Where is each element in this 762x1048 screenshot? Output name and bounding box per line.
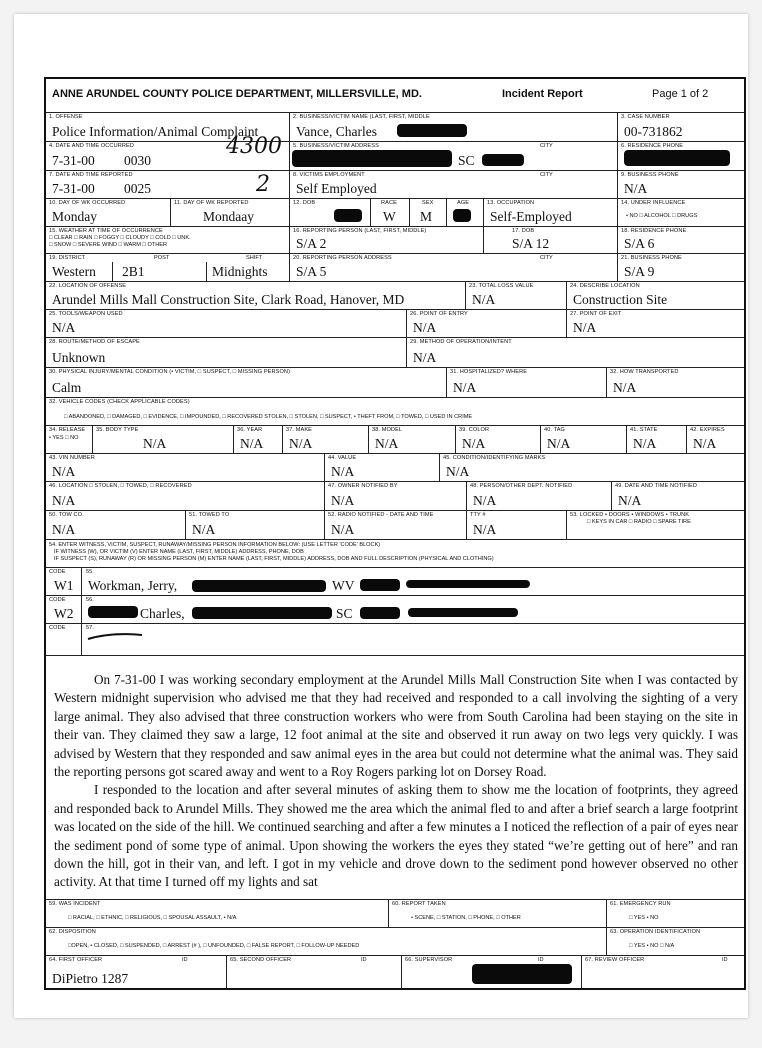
field-label: 39. COLOR <box>459 427 490 433</box>
model-value: N/A <box>375 436 399 451</box>
field-label: 50. TOW CO. <box>49 512 84 518</box>
field-route-escape <box>46 338 406 368</box>
condition-marks-value: N/A <box>446 464 470 479</box>
point-of-exit-value: N/A <box>573 320 597 335</box>
day-reported-value: Mondaay <box>203 209 254 224</box>
row-1 <box>46 112 744 142</box>
district-value: Western <box>52 264 96 279</box>
row-6 <box>46 253 744 282</box>
make-value: N/A <box>289 436 313 451</box>
field-residence-phone <box>617 142 744 171</box>
field-point-of-entry <box>406 310 566 338</box>
field-date-notified <box>611 482 744 511</box>
field-label: 60. REPORT TAKEN <box>392 901 446 907</box>
code-cell <box>46 596 82 624</box>
persons-instructions-1: 54. ENTER WITNESS, VICTIM, SUSPECT, RUNAWAY/MISSING PERSON INFORMATION BELOW: (USE LETTER 'CODE' BLOCK) <box>49 542 381 548</box>
field-race <box>370 199 409 227</box>
field-review-officer <box>581 956 744 989</box>
field-radio-notified <box>324 511 466 540</box>
case-number-value: 00-731862 <box>624 124 683 139</box>
expires-value: N/A <box>693 436 717 451</box>
reporting-address-value: S/A 5 <box>296 264 327 279</box>
page-number: Page 1 of 2 <box>652 88 709 100</box>
person-state: SC <box>336 606 353 621</box>
field-physical-condition <box>46 368 446 398</box>
person-name: Charles, <box>140 606 185 621</box>
field-label: TTY # <box>470 512 486 518</box>
id-label: ID <box>722 957 728 963</box>
value-value: N/A <box>331 464 355 479</box>
reporting-dob-value: S/A 12 <box>512 236 550 251</box>
field-label: 46. LOCATION □ STOLEN, □ TOWED, □ RECOVERED <box>49 483 192 489</box>
redaction-bar <box>192 580 326 592</box>
field-label: 42. EXPIRES <box>690 427 725 433</box>
row-15 <box>46 510 744 540</box>
field-was-incident <box>46 900 388 928</box>
field-label: 30. PHYSICAL INJURY/MENTAL CONDITION (• VICTIM, □ SUSPECT, □ MISSING PERSON) <box>49 369 291 375</box>
field-label: 10. DAY OF WK OCCURRED <box>49 200 126 206</box>
redaction-bar <box>482 154 524 166</box>
row-7 <box>46 281 744 310</box>
field-label: 26. POINT OF ENTRY <box>410 311 468 317</box>
disposition-options: □OPEN, • CLOSED, □ SUSPENDED, □ ARREST (# ), □ UNFOUNDED, □ FALSE REPORT, □ FOLLOW-UP NEEDED <box>68 943 360 949</box>
field-label: 22. LOCATION OF OFFENSE <box>49 283 127 289</box>
narrative <box>54 671 738 892</box>
code-label: CODE <box>49 597 66 603</box>
owner-notified-value: N/A <box>331 493 355 508</box>
reporting-person-value: S/A 2 <box>296 236 327 251</box>
first-officer-value: DiPietro 1287 <box>52 971 129 986</box>
point-of-entry-value: N/A <box>413 320 437 335</box>
form-header <box>46 79 744 112</box>
field-label: 63. OPERATION IDENTIFICATION <box>610 929 701 935</box>
field-under-influence <box>617 199 744 227</box>
post-label: POST <box>154 255 170 261</box>
radio-notified-value: N/A <box>331 522 355 537</box>
person-state: WV <box>332 578 355 593</box>
field-label: 48. PERSON/OTHER DEPT. NOTIFIED <box>470 483 573 489</box>
city-label: CITY <box>540 255 553 261</box>
field-label: 32. HOW TRANSPORTED <box>610 369 679 375</box>
time-reported-value: 0025 <box>124 181 151 196</box>
row-16 <box>46 539 744 568</box>
id-label: ID <box>182 957 188 963</box>
field-number: 57. <box>86 625 94 631</box>
field-first-officer <box>46 956 226 989</box>
field-label: 16. REPORTING PERSON (LAST, FIRST, MIDDLE) <box>293 228 427 234</box>
tow-co-value: N/A <box>52 522 76 537</box>
field-towed-to <box>185 511 324 540</box>
divider <box>112 262 113 282</box>
field-label: 40. TAG <box>544 427 566 433</box>
handwritten-note: 4300 <box>226 134 282 159</box>
employment-value: Self Employed <box>296 181 377 196</box>
influence-options: • NO □ ALCOHOL □ DRUGS <box>626 213 698 219</box>
redaction-bar <box>292 150 452 167</box>
field-label: 36. YEAR <box>237 427 263 433</box>
field-supervisor <box>401 956 581 989</box>
redaction-bar <box>624 150 730 166</box>
field-label: 34. RELEASE <box>49 427 86 433</box>
tag-value: N/A <box>547 436 571 451</box>
row-4 <box>46 198 744 227</box>
divider <box>206 262 207 282</box>
field-number: 55. <box>86 569 94 575</box>
person-notified-value: N/A <box>473 493 497 508</box>
location-value: Arundel Mills Mall Construction Site, Clark Road, Hanover, MD <box>52 292 405 307</box>
field-label: 17. DOB <box>512 228 535 234</box>
field-business-phone <box>617 171 744 199</box>
field-label: 3. CASE NUMBER <box>621 114 670 120</box>
total-loss-value: N/A <box>472 292 496 307</box>
person-row-3 <box>46 623 744 656</box>
field-hospitalized <box>446 368 606 398</box>
field-state <box>626 426 686 454</box>
person-row-2 <box>46 595 744 624</box>
state-value: N/A <box>633 436 657 451</box>
field-label: 2. BUSINESS/VICTIM NAME (LAST, FIRST, MIDDLE <box>293 114 430 120</box>
field-reporting-residence-phone <box>617 227 744 254</box>
field-report-taken <box>388 900 606 928</box>
field-label: 19. DISTRICT <box>49 255 86 261</box>
field-label: 4. DATE AND TIME OCCURRED <box>49 143 134 149</box>
id-label: ID <box>538 957 544 963</box>
field-label: 14. UNDER INFLUENCE <box>621 200 686 206</box>
towed-to-value: N/A <box>192 522 216 537</box>
field-label: 5. BUSINESS/VICTIM ADDRESS <box>293 143 379 149</box>
redaction-bar <box>360 579 400 591</box>
row-12 <box>46 425 744 454</box>
body-type-value: N/A <box>143 436 167 451</box>
field-value <box>324 454 439 482</box>
field-body-type <box>92 426 233 454</box>
field-vehicle-location <box>46 482 324 511</box>
redaction-bar <box>192 607 332 619</box>
tools-weapon-value: N/A <box>52 320 76 335</box>
footer-row-3 <box>46 955 744 989</box>
field-label: 31. HOSPITALIZED? WHERE <box>450 369 528 375</box>
field-label: SEX <box>422 200 434 206</box>
transported-value: N/A <box>613 380 637 395</box>
field-model <box>368 426 455 454</box>
vin-value: N/A <box>52 464 76 479</box>
field-label: 24. DESCRIBE LOCATION <box>570 283 640 289</box>
field-label: RACE <box>381 200 397 206</box>
field-label: 12. DOB <box>293 200 316 206</box>
row-3 <box>46 170 744 199</box>
field-label: 7. DATE AND TIME REPORTED <box>49 172 133 178</box>
field-condition-marks <box>439 454 744 482</box>
person-name: Workman, Jerry, <box>88 578 178 593</box>
code-cell <box>46 624 82 656</box>
row-5 <box>46 226 744 254</box>
incident-report-form <box>44 77 746 990</box>
field-second-officer <box>226 956 401 989</box>
time-occurred-value: 0030 <box>124 153 151 168</box>
operation-id-options: □ YES • NO □ N/A <box>629 943 675 949</box>
field-label: AGE <box>457 200 470 206</box>
field-transported <box>606 368 744 398</box>
field-occupation <box>483 199 617 227</box>
field-describe-location <box>566 282 744 310</box>
footer-row-1 <box>46 899 744 928</box>
id-label: ID <box>361 957 367 963</box>
narrative-paragraph-2: I responded to the location and after several minutes of asking them to show me the location of footprints, they agreed and responded back to Arundel Mills. They showed me the area which the animal fled to and after a brief search a large footprint was located on the side of the hill. We continued searching and after a few minutes a I noticed the reflection of a pair of eyes near the sediment pond of some type of animal. Upon showing the workers the eyes they stated “we’re getting out of here” and ran down the hill, got in their van, and left. I got in my vehicle and drove down to the sediment pond however observed no other activity. At that time I turned off my lights and sat <box>54 782 738 890</box>
field-emergency-run <box>606 900 744 928</box>
emergency-run-options: □ YES • NO <box>629 915 659 921</box>
field-total-loss <box>465 282 566 310</box>
handwritten-mark: 2 <box>256 172 270 197</box>
field-label: 65. SECOND OFFICER <box>230 957 292 963</box>
field-label: 21. BUSINESS PHONE <box>621 255 682 261</box>
field-label: 45. CONDITION/IDENTIFYING MARKS <box>443 455 546 461</box>
physical-condition-value: Calm <box>52 380 82 395</box>
date-occurred-value: 7-31-00 <box>52 153 95 168</box>
weather-options-1: □ CLEAR □ RAIN □ FOGGY □ CLOUDY □ COLD □ UNK. <box>49 235 191 241</box>
field-label: 25. TOOLS/WEAPON USED <box>49 311 123 317</box>
field-label: 61. EMERGENCY RUN <box>610 901 671 907</box>
footer-row-2 <box>46 927 744 956</box>
tty-value: N/A <box>473 522 497 537</box>
field-label: 44. VALUE <box>328 455 357 461</box>
row-8 <box>46 309 744 338</box>
hospitalized-value: N/A <box>453 380 477 395</box>
occupation-value: Self-Employed <box>490 209 572 224</box>
redaction-bar <box>472 964 572 984</box>
color-value: N/A <box>462 436 486 451</box>
field-age <box>446 199 483 227</box>
field-number: 56. <box>86 597 94 603</box>
field-label: 66. SUPERVISOR <box>405 957 453 963</box>
field-reporting-dob <box>483 227 617 254</box>
field-method-operation <box>406 338 744 368</box>
field-label: 43. VIN NUMBER <box>49 455 95 461</box>
date-reported-value: 7-31-00 <box>52 181 95 196</box>
redaction-bar <box>453 209 471 222</box>
field-reporting-business-phone <box>617 254 744 282</box>
field-label: 51. TOWED TO <box>189 512 230 518</box>
department-title: ANNE ARUNDEL COUNTY POLICE DEPARTMENT, MILLERSVILLE, MD. <box>52 88 422 100</box>
weather-options-2: □ SNOW □ SEVERE WIND □ WARM □ OTHER <box>49 242 168 248</box>
route-escape-value: Unknown <box>52 350 106 365</box>
field-label: 52. RADIO NOTIFIED - DATE AND TIME <box>328 512 434 518</box>
field-label: 27. POINT OF EXIT <box>570 311 622 317</box>
redaction-bar <box>408 608 518 617</box>
field-label: 29. METHOD OF OPERATION/INTENT <box>410 339 512 345</box>
field-tools-weapon <box>46 310 406 338</box>
redaction-bar <box>397 124 467 137</box>
row-10 <box>46 367 744 398</box>
field-reporting-person <box>289 227 483 254</box>
field-dob <box>289 199 370 227</box>
reporting-residence-phone-value: S/A 6 <box>624 236 655 251</box>
field-weather <box>46 227 289 254</box>
city-label: CITY <box>540 143 553 149</box>
report-type: Incident Report <box>502 88 583 100</box>
field-day-occurred <box>46 199 170 227</box>
narrative-paragraph-1: On 7-31-00 I was working secondary employment at the Arundel Mills Mall Construction Site when I was contacted by Western midnight supervision who advised me that they had received and responded to a call involving the sighting of a very large animal. They also advised that three construction workers who were from South Carolina had been staying on the site in their van. They claimed they saw a large, 12 foot animal at the site and observed it run away on two legs very quickly. I was advised by Western that they responded and saw animal eyes in the area but could not determine what the animal was. They said the reporting persons got scared away and went to a Roy Rogers parking lot on Dorsey Road. <box>54 672 738 780</box>
field-label: 18. RESIDENCE PHONE <box>621 228 687 234</box>
field-label: 9. BUSINESS PHONE <box>621 172 679 178</box>
field-point-of-exit <box>566 310 744 338</box>
victim-name-value: Vance, Charles <box>296 124 377 139</box>
method-operation-value: N/A <box>413 350 437 365</box>
field-label: 47. OWNER NOTIFIED BY <box>328 483 398 489</box>
code-label: CODE <box>49 625 66 631</box>
shift-value: Midnights <box>212 264 268 279</box>
field-label: 8. VICTIMS EMPLOYMENT <box>293 172 365 178</box>
offense-value: Police Information/Animal Complaint <box>52 124 259 139</box>
field-label: 53. LOCKED • DOORS • WINDOWS • TRUNK <box>570 512 690 518</box>
field-tow-co <box>46 511 185 540</box>
year-value: N/A <box>240 436 264 451</box>
field-label: 11. DAY OF WK REPORTED <box>174 200 249 206</box>
field-year <box>233 426 282 454</box>
field-label: 6. RESIDENCE PHONE <box>621 143 684 149</box>
field-color <box>455 426 540 454</box>
report-taken-options: • SCENE, □ STATION, □ PHONE, □ OTHER <box>411 915 521 921</box>
persons-instructions-2: IF WITNESS (W), OR VICTIM (V) ENTER NAME (LAST, FIRST, MIDDLE) ADDRESS, PHONE, DOB <box>54 549 304 555</box>
field-case-number <box>617 113 744 142</box>
release-options: • YES □ NO <box>49 435 79 441</box>
redaction-bar <box>88 606 138 618</box>
sex-value: M <box>420 209 433 224</box>
field-label: 1. OFFENSE <box>49 114 83 120</box>
field-label: 15. WEATHER AT TIME OF OCCURRENCE <box>49 228 163 234</box>
locked-options: □ KEYS IN CAR □ RADIO □ SPARE TIRE <box>587 519 691 525</box>
row-13 <box>46 453 744 482</box>
field-label: 62. DISPOSITION <box>49 929 96 935</box>
field-label: 64. FIRST OFFICER <box>49 957 103 963</box>
field-release <box>46 426 92 454</box>
field-label: 67. REVIEW OFFICER <box>585 957 645 963</box>
code-cell <box>46 568 82 596</box>
persons-instructions-3: IF SUSPECT (S), RUNAWAY (R) OR MISSING PERSON (M) ENTER NAME (LAST, FIRST, MIDDLE) ADDRESS, DOB AND FULL DESCRIPTION (PHYSICAL AND CLOTHING) <box>54 556 494 562</box>
field-label: 20. REPORTING PERSON ADDRESS <box>293 255 392 261</box>
field-locked <box>566 511 744 540</box>
vehicle-code-options: □ ABANDONED, □ DAMAGED, □ EVIDENCE, □ IMPOUNDED, □ RECOVERED STOLEN, □ STOLEN, □ SUSPECT, • THEFT FROM, □ TOWED, □ USED IN CRIME <box>64 414 473 420</box>
field-label: 28. ROUTE/METHOD OF ESCAPE <box>49 339 140 345</box>
field-day-reported <box>170 199 289 227</box>
field-label: 49. DATE AND TIME NOTIFIED <box>615 483 697 489</box>
field-label: 32. VEHICLE CODES (CHECK APPLICABLE CODES) <box>49 399 190 405</box>
field-victim-address <box>289 142 617 171</box>
incident-options: □ RACIAL, □ ETHNIC, □ RELIGIOUS, □ SPOUSAL ASSAULT, • N/A <box>68 915 237 921</box>
field-label: 38. MODEL <box>372 427 403 433</box>
handwritten-stroke <box>86 630 146 642</box>
date-notified-value: N/A <box>618 493 642 508</box>
vehicle-location-value: N/A <box>52 493 76 508</box>
person-row-1 <box>46 567 744 596</box>
person-code: W1 <box>54 578 74 593</box>
field-label: 37. MAKE <box>286 427 312 433</box>
field-sex <box>409 199 446 227</box>
redaction-bar <box>334 209 362 222</box>
field-disposition <box>46 928 606 956</box>
field-tag <box>540 426 626 454</box>
field-label: 35. BODY TYPE <box>96 427 139 433</box>
field-label: 23. TOTAL LOSS VALUE <box>469 283 534 289</box>
redaction-bar <box>360 607 400 619</box>
field-label: 59. WAS INCIDENT <box>49 901 101 907</box>
day-occurred-value: Monday <box>52 209 97 224</box>
city-label: CITY <box>540 172 553 178</box>
row-14 <box>46 481 744 511</box>
field-expires <box>686 426 744 454</box>
field-victim-name <box>289 113 617 142</box>
field-vin <box>46 454 324 482</box>
field-district <box>46 254 289 282</box>
redaction-bar <box>406 580 530 588</box>
field-reporting-address <box>289 254 617 282</box>
field-victim-employment <box>289 171 617 199</box>
shift-label: SHIFT <box>246 255 263 261</box>
person-code: W2 <box>54 606 74 621</box>
code-label: CODE <box>49 569 66 575</box>
describe-location-value: Construction Site <box>573 292 668 307</box>
field-person-notified <box>466 482 611 511</box>
field-label: 13. OCCUPATION <box>487 200 535 206</box>
row-2 <box>46 141 744 171</box>
field-date-reported <box>46 171 289 199</box>
field-tty <box>466 511 566 540</box>
field-label: 41. STATE <box>630 427 658 433</box>
victim-state-value: SC <box>458 153 475 168</box>
field-location <box>46 282 465 310</box>
row-9 <box>46 337 744 368</box>
field-operation-id <box>606 928 744 956</box>
post-value: 2B1 <box>122 264 145 279</box>
business-phone-value: N/A <box>624 181 648 196</box>
race-value: W <box>383 209 396 224</box>
field-owner-notified <box>324 482 466 511</box>
row-11 <box>46 397 744 426</box>
field-vehicle-codes <box>46 398 744 426</box>
field-make <box>282 426 368 454</box>
reporting-business-phone-value: S/A 9 <box>624 264 655 279</box>
